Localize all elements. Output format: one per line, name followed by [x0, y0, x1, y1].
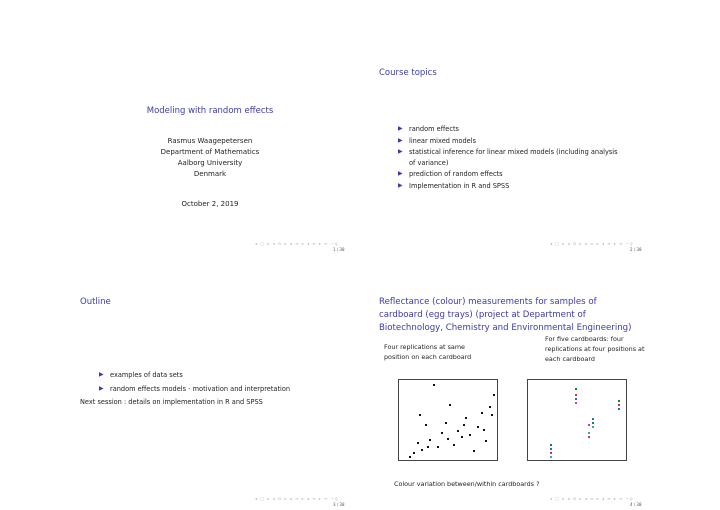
list-item: ▶ Implementation in R and SPSS: [398, 181, 510, 190]
data-point: [447, 438, 449, 440]
bullet-arrow-icon: ▶: [398, 136, 403, 144]
scatter-plot-right: [527, 379, 627, 461]
data-point: [575, 388, 577, 390]
department: Department of Mathematics: [160, 148, 260, 156]
data-point: [618, 400, 620, 402]
slide-4-title: Reflectance (colour) measurements for samples of cardboard (egg trays) (project at Department of Biotechnology, Chemistry and Environmental Engineering): [379, 297, 632, 333]
data-point: [449, 404, 451, 406]
data-point: [457, 430, 459, 432]
data-point: [592, 422, 594, 424]
slide-2: [360, 0, 720, 255]
data-point: [550, 452, 552, 454]
bullet-arrow-icon: ▶: [398, 181, 403, 189]
plot-area: [399, 380, 497, 460]
data-point: [489, 406, 491, 408]
data-point: [592, 426, 594, 428]
data-point: [588, 424, 590, 426]
data-point: [575, 402, 577, 404]
plot-area: [528, 380, 626, 460]
data-point: [441, 432, 443, 434]
data-point: [575, 398, 577, 400]
data-point: [588, 436, 590, 438]
data-point: [429, 439, 431, 441]
data-point: [618, 404, 620, 406]
data-point: [421, 449, 423, 451]
list-item: ▶ prediction of random effects: [398, 170, 503, 178]
data-point: [419, 414, 421, 416]
data-point: [453, 444, 455, 446]
slide-3-title: Outline: [80, 297, 111, 307]
topics-list: [398, 124, 638, 191]
bullet-arrow-icon: ▶: [398, 148, 403, 155]
date: October 2, 2019: [181, 200, 239, 208]
slide-1-title: Modeling with random effects: [146, 106, 274, 116]
slide-3: [0, 255, 360, 510]
university: Aalborg University: [177, 159, 243, 167]
data-point: [413, 452, 415, 454]
data-point: [575, 394, 577, 396]
author-block: [0, 136, 360, 180]
nav-symbols[interactable]: ◂ □ ▸ ◂ ⊡ ▸ ◂ ≡ ▸ ◂ ≡ ▸ ≡ ∽ǫ: [550, 241, 634, 246]
data-point: [433, 384, 435, 386]
data-point: [437, 446, 439, 448]
slide-1: [0, 0, 360, 255]
author-name: Rasmus Waagepetersen: [167, 137, 253, 145]
list-item: ▶ linear mixed models: [398, 136, 477, 145]
data-point: [592, 418, 594, 420]
next-session-note: Next session : details on implementation in R and SPSS: [80, 398, 263, 406]
bullet-arrow-icon: ▶: [99, 371, 104, 378]
page-number: 1 / 38: [333, 247, 345, 252]
nav-symbols[interactable]: ◂ □ ▸ ◂ ⊡ ▸ ◂ ≡ ▸ ◂ ≡ ▸ ≡ ∽ǫ: [255, 496, 339, 501]
data-point: [493, 394, 495, 396]
data-point: [465, 417, 467, 419]
left-caption: Four replications at same position on each cardboard: [384, 343, 472, 361]
data-point: [483, 429, 485, 431]
data-point: [491, 414, 493, 416]
page-number: 3 / 38: [333, 502, 345, 507]
data-point: [425, 424, 427, 426]
nav-symbols[interactable]: ◂ □ ▸ ◂ ⊡ ▸ ◂ ≡ ▸ ◂ ≡ ▸ ≡ ∽ǫ: [255, 241, 339, 246]
bullet-arrow-icon: ▶: [398, 170, 403, 177]
data-point: [409, 456, 411, 458]
country: Denmark: [193, 170, 227, 178]
list-item: ▶ random effects models - motivation and interpretation: [99, 384, 291, 393]
bullet-arrow-icon: ▶: [398, 125, 403, 132]
scatter-plot-left: [398, 379, 498, 461]
data-point: [469, 434, 471, 436]
data-point: [473, 450, 475, 452]
data-point: [461, 436, 463, 438]
data-point: [550, 444, 552, 446]
page-number: 2 / 38: [630, 247, 642, 252]
data-point: [477, 426, 479, 428]
data-point: [550, 448, 552, 450]
slide-4: [360, 255, 720, 510]
data-point: [550, 456, 552, 458]
footer-question: Colour variation between/within cardboards ?: [394, 480, 540, 488]
data-point: [485, 440, 487, 442]
page-number: 4 / 38: [630, 502, 642, 507]
nav-symbols[interactable]: ◂ □ ▸ ◂ ⊡ ▸ ◂ ≡ ▸ ◂ ≡ ▸ ≡ ∽ǫ: [550, 496, 634, 501]
data-point: [463, 424, 465, 426]
slide-2-title: Course topics: [379, 68, 437, 78]
list-item: ▶ examples of data sets: [99, 371, 183, 379]
data-point: [427, 446, 429, 448]
outline-list: [99, 370, 339, 394]
list-item: ▶ random effects: [398, 125, 459, 133]
data-point: [445, 422, 447, 424]
data-point: [618, 408, 620, 410]
list-item: ▶ statistical inference for linear mixed models (including analysis of variance): [398, 148, 618, 167]
right-caption: For five cardboards: four replications at four positions at each cardboard: [545, 335, 645, 363]
bullet-arrow-icon: ▶: [99, 384, 104, 392]
data-point: [588, 432, 590, 434]
data-point: [481, 412, 483, 414]
data-point: [417, 442, 419, 444]
